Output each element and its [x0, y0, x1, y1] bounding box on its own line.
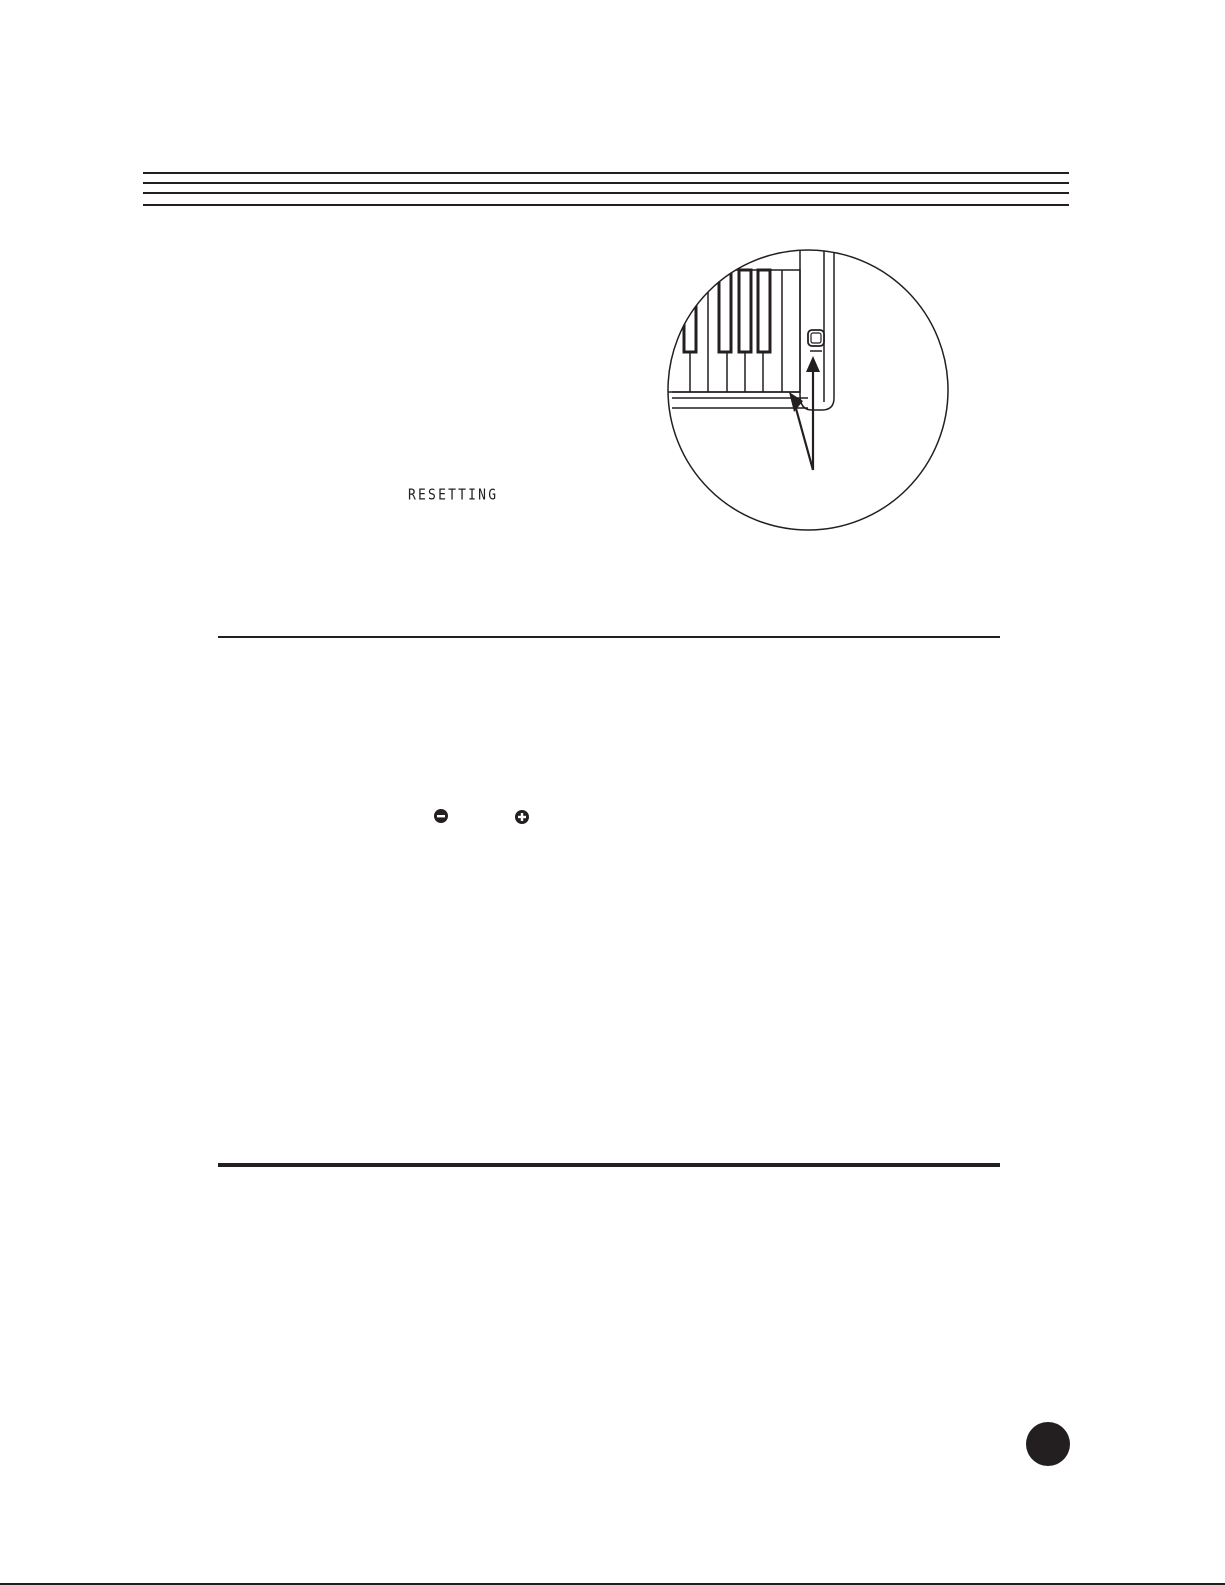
plus-circle-icon	[515, 810, 529, 824]
keyboard-closeup-illustration	[0, 0, 1225, 600]
section-divider-bottom	[218, 1163, 1000, 1167]
header-rules	[143, 172, 1069, 208]
section-divider-top	[218, 636, 1000, 638]
lcd-display-text: RESETTING	[408, 486, 499, 505]
minus-circle-icon	[434, 809, 448, 823]
page-number-badge	[1026, 1422, 1070, 1466]
